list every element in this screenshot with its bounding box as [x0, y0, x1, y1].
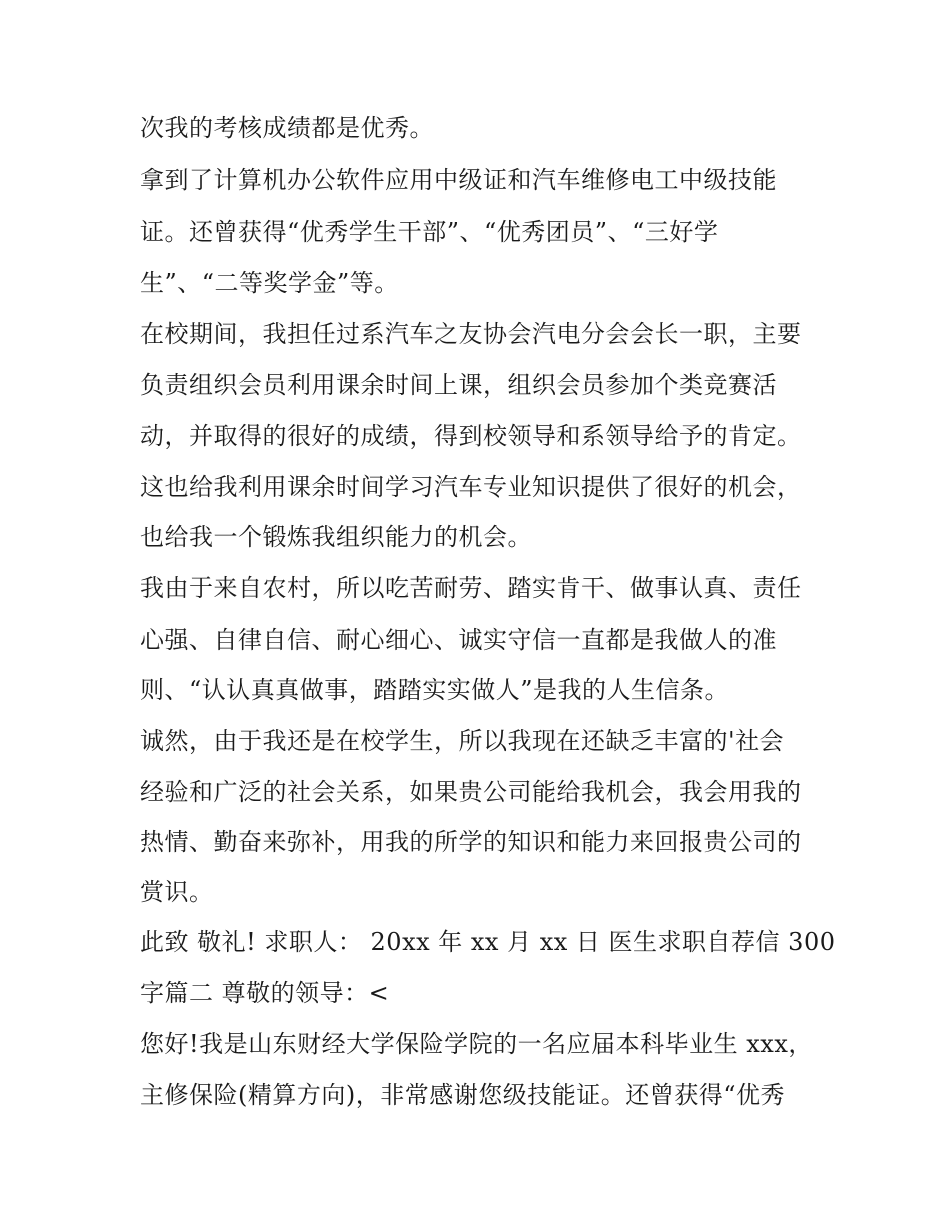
- text-line: 次我的考核成绩都是优秀。: [140, 114, 434, 142]
- text-line: 证。还曾获得“优秀学生干部”、“优秀团员”、“三好学: [140, 218, 719, 246]
- text-line: 字篇二 尊敬的领导：<: [140, 979, 390, 1007]
- text-line: 拿到了计算机办公软件应用中级证和汽车维修电工中级技能: [140, 166, 777, 194]
- text-line: 动，并取得的很好的成绩，得到校领导和系领导给予的肯定。: [140, 422, 802, 450]
- text-line: 负责组织会员利用课余时间上课，组织会员参加个类竞赛活: [140, 371, 777, 399]
- text-line: 您好!我是山东财经大学保险学院的一名应届本科毕业生 xxx，: [140, 1030, 813, 1058]
- text-line: 心强、自律自信、耐心细心、诚实守信一直都是我做人的准: [140, 626, 777, 654]
- text-line: 热情、勤奋来弥补，用我的所学的知识和能力来回报贵公司的: [140, 828, 802, 856]
- text-line: 在校期间，我担任过系汽车之友协会汽电分会会长一职，主要: [140, 320, 802, 348]
- text-line: 赏识。: [140, 878, 214, 906]
- text-line: 生”、“二等奖学金”等。: [140, 269, 399, 297]
- text-line: 此致 敬礼! 求职人： 20xx 年 xx 月 xx 日 医生求职自荐信 300: [140, 928, 836, 956]
- text-line: 经验和广泛的社会关系，如果贵公司能给我机会，我会用我的: [140, 778, 802, 806]
- text-line: 也给我一个锻炼我组织能力的机会。: [140, 523, 532, 551]
- text-line: 主修保险(精算方向)，非常感谢您级技能证。还曾获得“优秀: [140, 1081, 785, 1109]
- text-line: 诚然，由于我还是在校学生，所以我现在还缺乏丰富的'社会: [140, 727, 785, 755]
- text-line: 我由于来自农村，所以吃苦耐劳、踏实肯干、做事认真、责任: [140, 574, 802, 602]
- text-line: 这也给我利用课余时间学习汽车专业知识提供了很好的机会，: [140, 473, 802, 501]
- text-line: 则、“认认真真做事，踏踏实实做人”是我的人生信条。: [140, 676, 730, 704]
